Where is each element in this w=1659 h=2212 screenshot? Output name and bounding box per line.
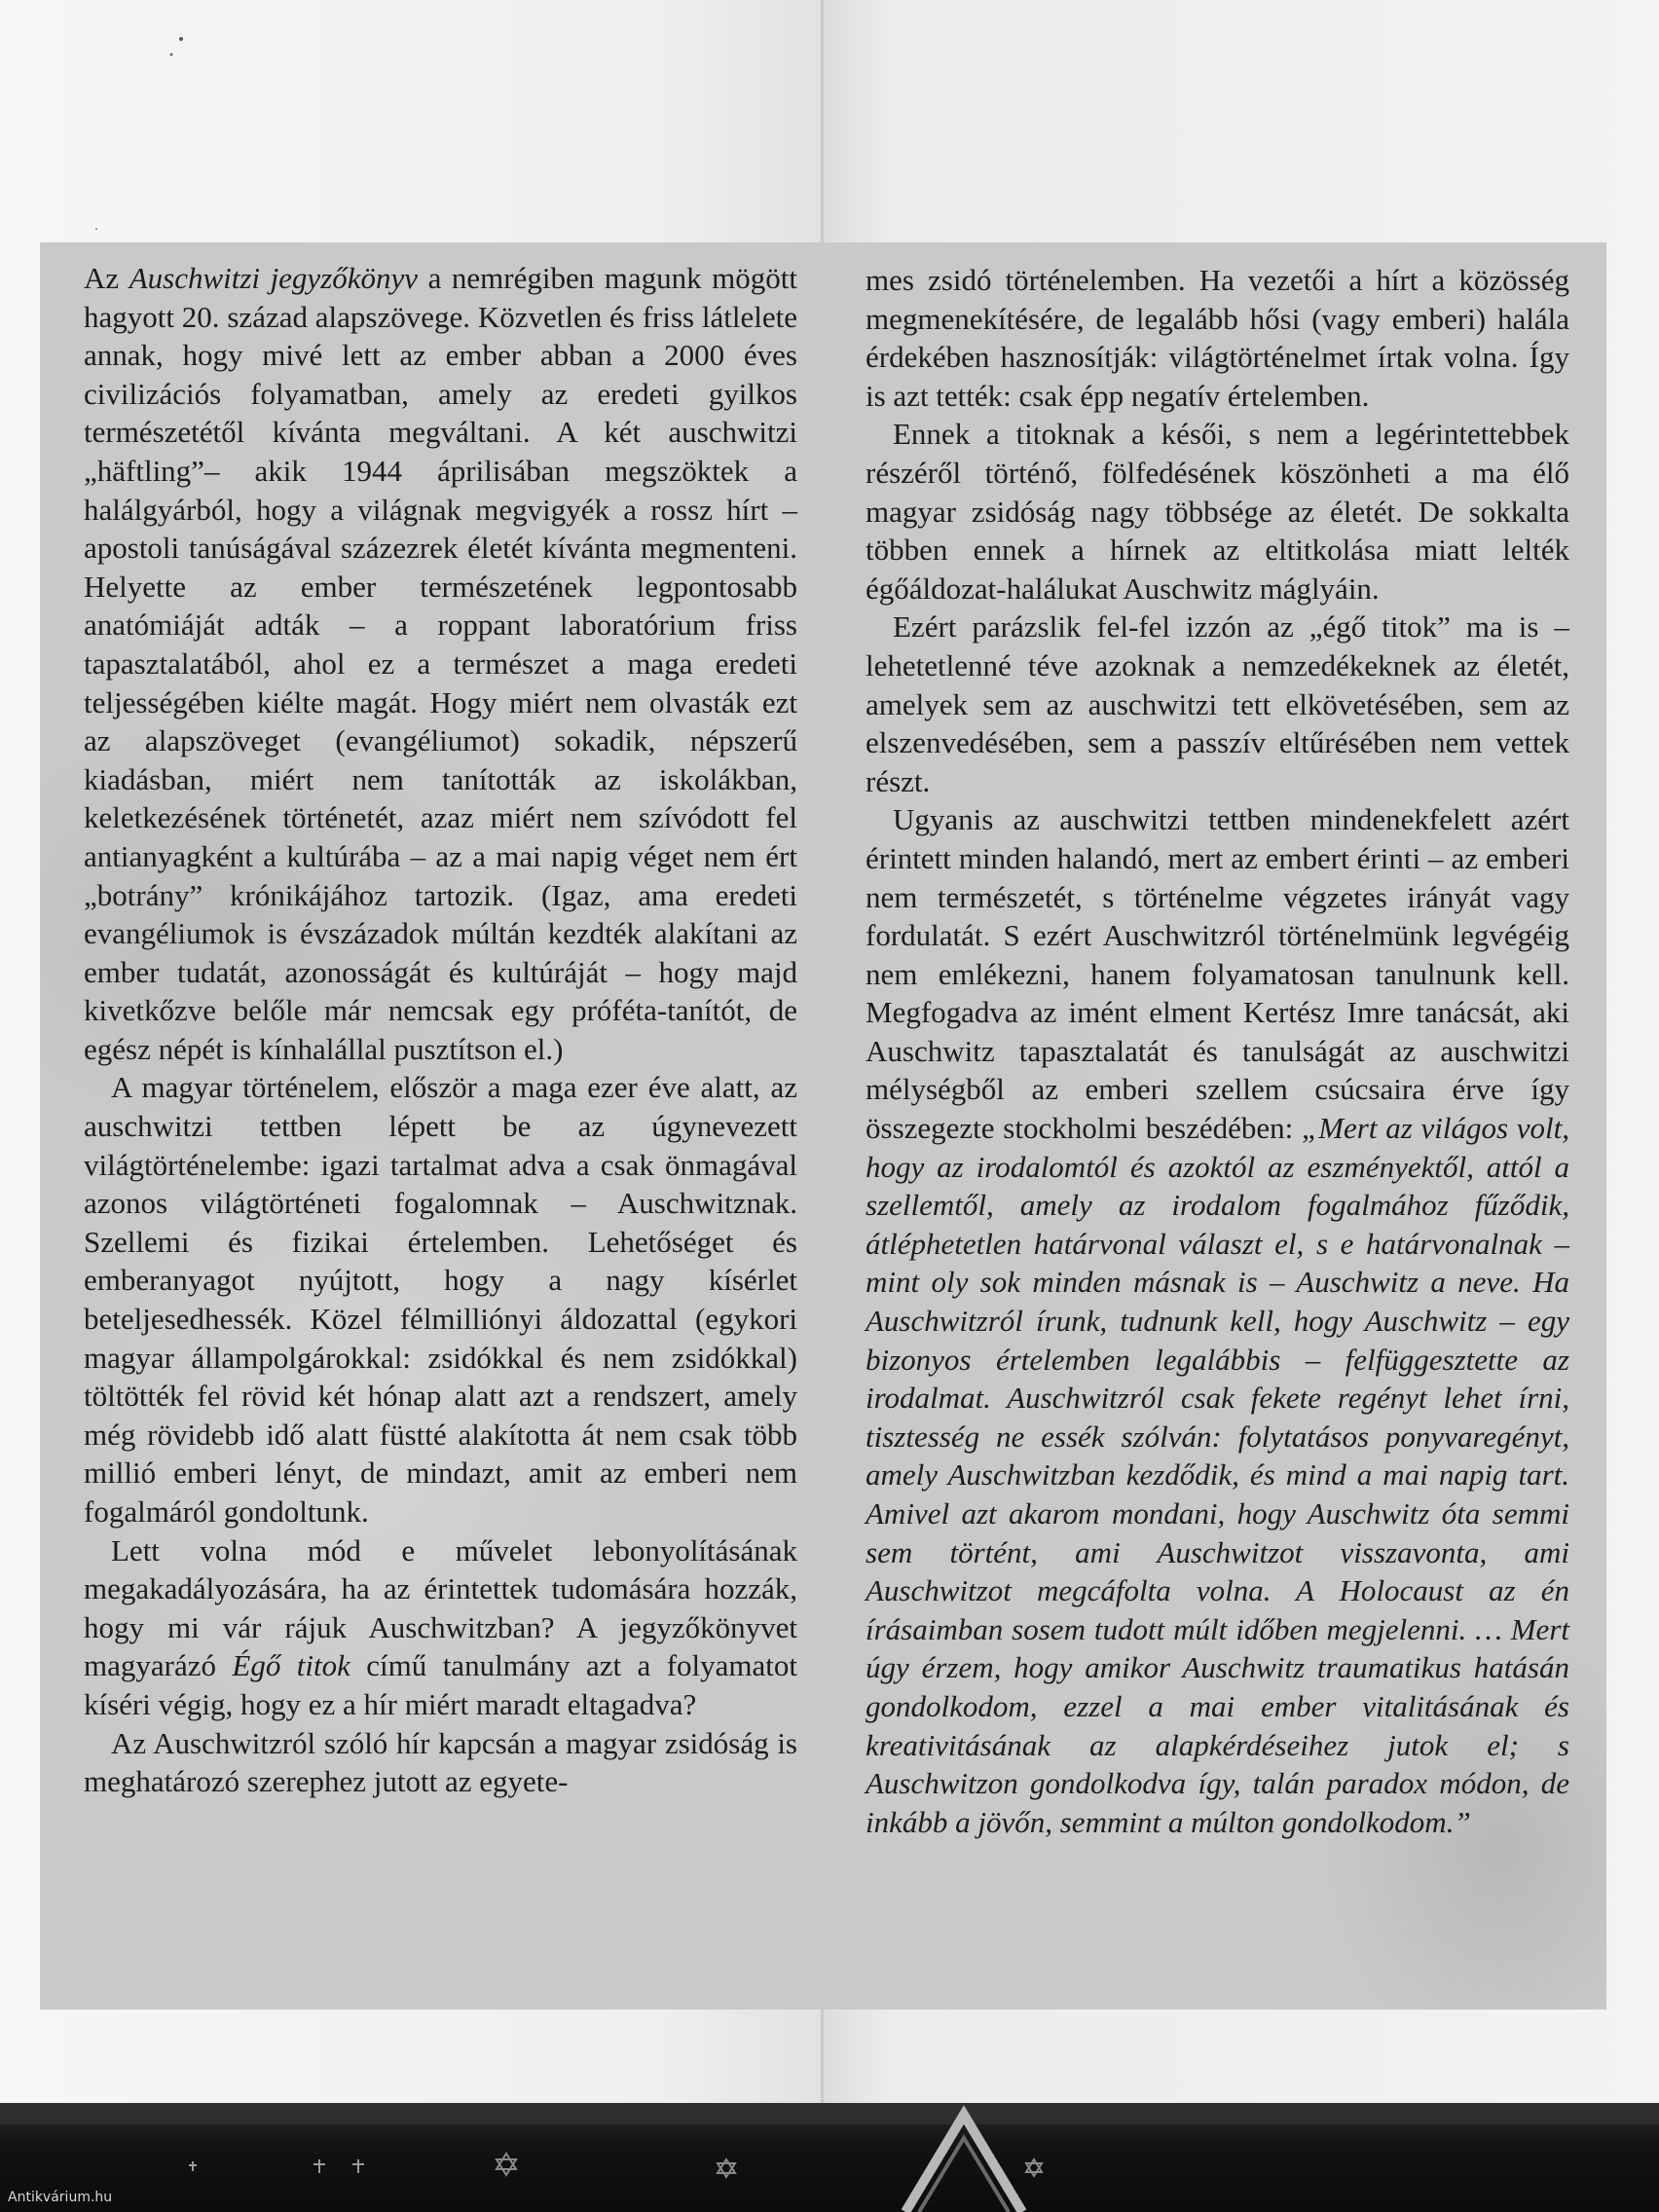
left-text-column — [84, 259, 797, 1801]
large-star-of-david-icon — [905, 2115, 1022, 2212]
text-run: a nemrégiben magunk mögött hagyott 20. század alapszövege. Közvetlen és friss látlelete annak, hogy mivé lett az ember abban a 2000 éves civilizációs folyamatban, amely az eredeti gyilkos természetétől kívánta megváltani. A két auschwitzi „häftling”– akik 1944 áprilisában megszöktek a halálgyárból, hogy a világnak megvigyék a rossz hírt – apostoli tanúságával százezrek életét kívánta megmenteni. Helyette az ember természetének legpontosabb anatómiáját adták – a roppant laboratórium friss tapasztalatából, ahol ez a természet a maga eredeti teljességében kiélte magát. Hogy miért nem olvasták ezt az alapszöveget (evangéliumot) sokadik, népszerű kiadásban, miért nem tanították az iskolákban, keletkezésének történetét, azaz miért nem szívódott fel antianyagként a kultúrába – az a mai napig véget nem ért „botrány” krónikájához tartozik. (Igaz, ama eredeti evangéliumok is évszázadok múltán kezdték alakítani az ember tudatát, azonosságát és kultúráját – hogy majd kivetkőzve belőle már nemcsak egy próféta-tanítót, de egész népét is kínhalállal pusztítson el.) — [84, 261, 797, 1066]
paper-specks — [0, 0, 1659, 253]
text-run: Az Auschwitzról szóló hír kapcsán a magyar zsidóság is meghatározó szerephez jutott az egyete- — [84, 1725, 797, 1799]
italic-text-run: Égő titok — [232, 1648, 350, 1683]
star-of-david-icon — [1026, 2159, 1042, 2176]
paragraph — [84, 1068, 797, 1530]
text-run: Lett volna mód e művelet lebonyolításának megakadályozására, ha az érintettek tudomására hozzák, hogy mi vár rájuk Auschwitzban? A jegyzőkönyvet magyarázó — [84, 1532, 797, 1683]
cross-marker — [313, 2159, 325, 2173]
text-run: Ugyanis az auschwitzi tettben mindenekfelett azért érintett minden halandó, mert az embert érinti – az emberi nem természetét, s történelme végzetes irányát vagy fordulatát. S ezért Auschwitzról történelmünk legvégéig nem emlékezni, hanem folyamatosan tanulnunk kell. Megfogadva az imént elment Kertész Imre tanácsát, aki Auschwitz tapasztalatát és tanulságát az auschwitzi mélységből az emberi szellem csúcsaira érve így összegezte stockholmi beszédében: — [866, 802, 1569, 1146]
watermark-text: Antikvárium.hu — [8, 2190, 113, 2205]
cross-marker — [352, 2159, 364, 2173]
italic-text-run: „Mert az világos volt, hogy az irodalomtól és azoktól az eszményektől, attól a szellemtől, amely az irodalom fogalmához fűződik, átléphetetlen határvonal választ el, s e határvonalnak – mint oly sok minden másnak is – Auschwitz a neve. Ha Auschwitzról írunk, tudnunk kell, hogy Auschwitz – egy bizonyos értelemben legalábbis – felfüggesztette az irodalmat. Auschwitzról csak fekete regényt lehet írni, tisztesség ne essék szólván: folytatásos ponyvaregényt, amely Auschwitzban kezdődik, és mind a mai napig tart. Amivel azt akarom mondani, hogy Auschwitz óta semmi sem történt, ami Auschwitzot visszavonta, ami Auschwitzot megcáfolta volna. A Holocaust az én írásaimban sosem tudott múlt időben megjelenni. … Mert úgy érzem, hogy amikor Auschwitz traumatikus hatásán gondolkodom, ezzel a mai ember vitalitásának és kreativitásának az alapkérdéseihez jutok el; s Auschwitzon gondolkodva így, talán paradox módon, de inkább a jövőn, semmint a múlton gondolkodom.” — [866, 1111, 1569, 1839]
italic-text-run: Auschwitzi jegyzőkönyv — [129, 261, 419, 295]
paragraph — [866, 800, 1569, 1841]
text-run: mes zsidó történelemben. Ha vezetői a hírt a közösség megmenekítésére, de legalább hősi (vagy emberi) halála érdekében hasznosítják: világtörténelmet írtak volna. Így is azt tették: csak épp negatív értelemben. — [866, 263, 1569, 413]
speck-dot — [170, 54, 173, 56]
paragraph — [866, 415, 1569, 608]
right-text-column — [866, 261, 1569, 1841]
paragraph — [866, 261, 1569, 415]
paragraph — [84, 259, 797, 1068]
paragraph — [866, 608, 1569, 800]
star-of-david-icon — [718, 2159, 735, 2177]
horizon-band — [0, 2103, 1659, 2124]
speck-dot — [95, 228, 97, 230]
text-run: Ennek a titoknak a késői, s nem a legérintettebbek részéről történő, fölfedésének köszönheti a ma élő magyar zsidóság nagy többsége az életét. De sokkalta többen ennek a hírnek az eltitkolása miatt lelték égőáldozat-halálukat Auschwitz máglyáin. — [866, 417, 1569, 606]
cemetery-photo — [0, 2103, 1659, 2212]
small-stars — [497, 2154, 1042, 2177]
cross-marker — [189, 2161, 197, 2171]
text-run: című tanulmány azt a folyamatot kíséri végig, hogy ez a hír miért maradt eltagadva? — [84, 1648, 797, 1721]
speck-dot — [179, 37, 183, 41]
text-run: Az — [84, 261, 129, 295]
text-run: A magyar történelem, először a maga ezer éve alatt, az auschwitzi tettben lépett be az úgynevezett világtörténelembe: igazi tartalmat adva a csak önmagával azonos világtörténeti fogalomnak – Auschwitznak. Szellemi és fizikai értelemben. Lehetőséget és emberanyagot nyújtott, hogy a nagy kísérlet beteljesedhessék. Közel félmilliónyi áldozattal (egykori magyar állampolgárokkal: zsidókkal és nem zsidókkal) töltötték fel rövid két hónap alatt azt a rendszert, amely még rövidebb idő alatt füstté alakította át nem csak több millió emberi lényt, de mindazt, amit az emberi nem fogalmáról gondoltunk. — [84, 1070, 797, 1529]
gravestone-crosses — [189, 2159, 364, 2173]
text-run: Ezért parázslik fel-fel izzón az „égő titok” ma is – lehetetlenné téve azoknak a nemzedékeknek az életét, amelyek sem az auschwitzi tett elkövetésében, sem az elszenvedésében, sem a passzív eltűrésében nem vettek részt. — [866, 609, 1569, 798]
star-of-david-icon — [497, 2154, 516, 2175]
paragraph — [84, 1724, 797, 1801]
paragraph — [84, 1531, 797, 1724]
